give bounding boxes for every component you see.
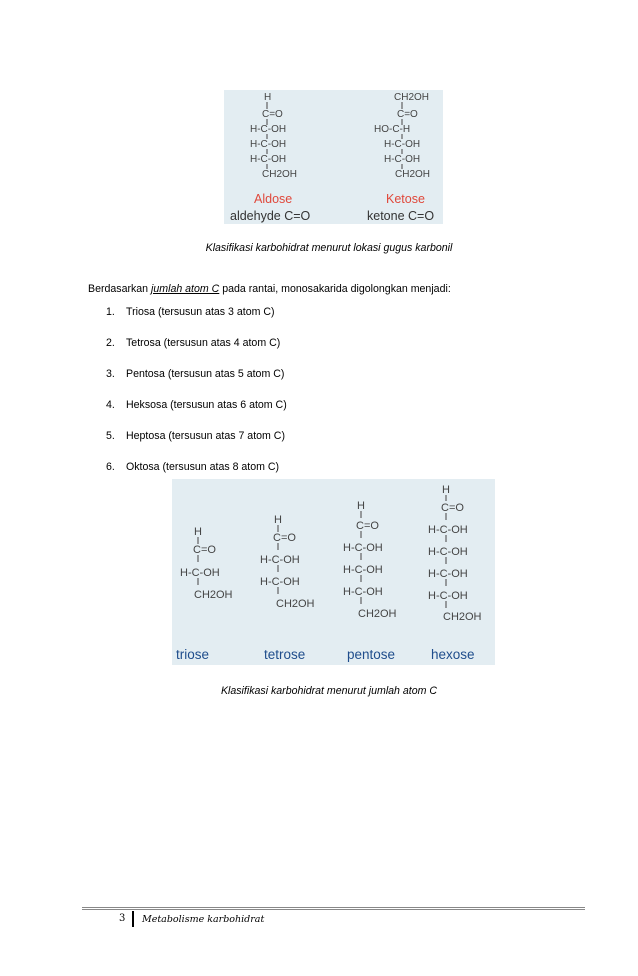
- triose-structure: [180, 526, 233, 601]
- pentose-line: H: [357, 500, 365, 512]
- footer-divider: [82, 909, 585, 910]
- pentose-structure: [343, 500, 397, 620]
- pentose-line: CH2OH: [358, 608, 397, 620]
- ketose-line: H-C-OH: [384, 154, 421, 165]
- hexose-line: H-C-OH: [428, 524, 468, 536]
- tetrose-line: CH2OH: [276, 598, 315, 610]
- aldose-line: C=O: [262, 109, 283, 120]
- list-item: [106, 398, 287, 429]
- page-number: 3: [119, 913, 126, 924]
- ketose-line: CH2OH: [395, 169, 431, 180]
- triose-line: H-C-OH: [180, 567, 220, 579]
- intro-after: pada rantai, monosakarida digolongkan menjadi:: [219, 283, 451, 295]
- footer-divider: [82, 907, 585, 908]
- pentose-line: C=O: [356, 520, 379, 532]
- pentose-label: pentose: [347, 647, 396, 662]
- hexose-line: H-C-OH: [428, 546, 468, 558]
- hexose-line: H-C-OH: [428, 568, 468, 580]
- list-item: [106, 305, 287, 336]
- figure1-caption: Klasifikasi karbohidrat menurut lokasi gugus karbonil: [205, 242, 453, 254]
- list-item: [106, 336, 287, 367]
- carbon-count-figure: [172, 479, 495, 665]
- intro-emphasis: jumlah atom C: [151, 283, 220, 295]
- list-item: [106, 367, 287, 398]
- tetrose-line: H-C-OH: [260, 554, 300, 566]
- pentose-line: H-C-OH: [343, 586, 383, 598]
- hexose-line: C=O: [441, 502, 464, 514]
- list-item-text: Pentosa (tersusun atas 5 atom C): [126, 368, 285, 380]
- triose-line: H: [194, 526, 202, 538]
- hexose-line: CH2OH: [443, 611, 482, 623]
- intro-before: Berdasarkan: [88, 283, 152, 295]
- ketose-line: C=O: [397, 109, 418, 120]
- intro-paragraph: [88, 283, 451, 295]
- pentose-line: H-C-OH: [343, 542, 383, 554]
- list-item-text: Heptosa (tersusun atas 7 atom C): [126, 430, 285, 442]
- ketose-label: Ketose: [386, 192, 425, 206]
- footer-title: Metabolisme karbohidrat: [142, 914, 265, 925]
- triose-label: triose: [176, 647, 210, 662]
- pentose-line: H-C-OH: [343, 564, 383, 576]
- ketose-sublabel: ketone C=O: [367, 209, 435, 223]
- list-item-text: Tetrosa (tersusun atas 4 atom C): [126, 337, 281, 349]
- aldose-line: H: [264, 92, 272, 103]
- hexose-line: H: [442, 484, 450, 496]
- aldose-ketose-figure: [224, 90, 443, 224]
- list-item-number: 4.: [106, 399, 115, 411]
- list-item-number: 5.: [106, 430, 115, 442]
- tetrose-line: H: [274, 514, 282, 526]
- aldose-line: H-C-OH: [250, 154, 287, 165]
- aldose-structure: [250, 92, 297, 180]
- hexose-line: H-C-OH: [428, 590, 468, 602]
- list-item-text: Heksosa (tersusun atas 6 atom C): [126, 399, 287, 411]
- footer-separator: [132, 911, 134, 927]
- ketose-structure: [374, 92, 430, 180]
- figure2-caption: Klasifikasi karbohidrat menurut jumlah atom C: [220, 685, 438, 697]
- list-item-text: Oktosa (tersusun atas 8 atom C): [126, 461, 280, 473]
- aldose-label: Aldose: [254, 192, 293, 206]
- aldose-sublabel: aldehyde C=O: [230, 209, 311, 223]
- list-item-number: 2.: [106, 337, 115, 349]
- tetrose-line: C=O: [273, 532, 296, 544]
- ketose-line: CH2OH: [394, 92, 430, 103]
- hexose-label: hexose: [431, 647, 475, 662]
- tetrose-line: H-C-OH: [260, 576, 300, 588]
- tetrose-label: tetrose: [264, 647, 306, 662]
- hexose-structure: [428, 484, 482, 623]
- list-item-text: Triosa (tersusun atas 3 atom C): [126, 306, 275, 318]
- aldose-line: H-C-OH: [250, 124, 287, 135]
- ketose-line: H-C-OH: [384, 139, 421, 150]
- monosaccharide-list: [106, 305, 287, 491]
- triose-line: C=O: [193, 544, 216, 556]
- list-item: [106, 429, 287, 460]
- list-item-number: 1.: [106, 306, 115, 318]
- ketose-line: HO-C-H: [374, 124, 411, 135]
- aldose-line: CH2OH: [262, 169, 298, 180]
- list-item-number: 3.: [106, 368, 115, 380]
- tetrose-structure: [260, 514, 315, 610]
- triose-line: CH2OH: [194, 589, 233, 601]
- list-item-number: 6.: [106, 461, 115, 473]
- aldose-line: H-C-OH: [250, 139, 287, 150]
